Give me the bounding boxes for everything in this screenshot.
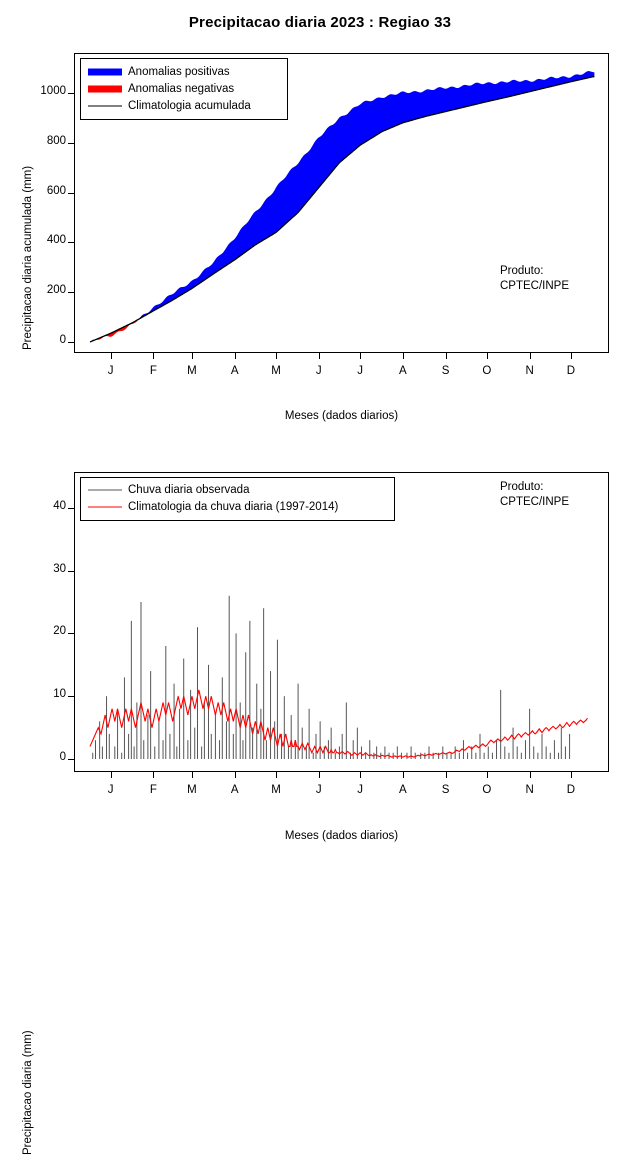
y-tick-label: 1000 (40, 84, 66, 97)
top-legend (80, 58, 288, 120)
y-tick-label: 0 (59, 334, 66, 346)
x-tick-mark (446, 353, 447, 359)
x-tick-label: D (566, 365, 576, 377)
x-tick-mark (360, 353, 361, 359)
y-tick-label: 0 (59, 751, 66, 763)
x-tick-mark (192, 353, 193, 359)
y-tick-label: 400 (46, 234, 66, 247)
legend-item-observed (81, 481, 394, 498)
x-tick-mark (487, 353, 488, 359)
bottom-produto-line2: CPTEC/INPE (500, 496, 570, 508)
x-tick-mark (153, 353, 154, 359)
legend-key-observed (88, 485, 122, 495)
legend-item-climatology (81, 97, 287, 114)
bottom-ylabel: Precipitacao diaria (mm) (22, 1030, 34, 1155)
y-tick-label: 10 (53, 688, 66, 701)
bottom-legend (80, 477, 395, 521)
legend-key-climatology (88, 101, 122, 111)
y-tick-label: 200 (46, 284, 66, 297)
top-produto-line2: CPTEC/INPE (500, 280, 570, 292)
x-tick-mark (276, 353, 277, 359)
y-tick-label: 20 (53, 625, 66, 638)
x-tick-mark (111, 353, 112, 359)
x-tick-label: M (187, 365, 197, 377)
top-produto-line1: Produto: (500, 265, 544, 277)
x-tick-label: D (566, 784, 576, 796)
x-tick-label: O (482, 365, 492, 377)
x-tick-mark (319, 353, 320, 359)
legend-item-negative (81, 80, 287, 97)
y-tick-label: 800 (46, 134, 66, 147)
bottom-xlabel: Meses (dados diarios) (284, 830, 399, 842)
top-ylabel: Precipitacao diaria acumulada (mm) (22, 165, 34, 350)
x-tick-mark (192, 772, 193, 778)
top-produto (500, 264, 569, 294)
x-tick-mark (235, 772, 236, 778)
x-tick-mark (571, 772, 572, 778)
x-tick-label: A (398, 365, 407, 377)
x-tick-mark (153, 772, 154, 778)
bottom-produto-line1: Produto: (500, 481, 544, 493)
y-tick-mark (68, 292, 74, 293)
legend-key-negative (88, 84, 122, 94)
x-tick-mark (111, 772, 112, 778)
legend-key-daily-climatology (88, 502, 122, 512)
top-xlabel: Meses (dados diarios) (284, 410, 399, 422)
legend-label-positive: Anomalias positivas (128, 65, 230, 78)
legend-label-daily-climatology: Climatologia da chuva diaria (1997-2014) (128, 500, 339, 513)
observed-daily-impulses (93, 596, 570, 759)
x-tick-label: F (149, 365, 157, 377)
x-tick-label: N (525, 365, 534, 377)
x-tick-label: S (441, 784, 450, 796)
legend-item-positive (81, 63, 287, 80)
x-tick-mark (487, 772, 488, 778)
y-tick-mark (68, 193, 74, 194)
legend-label-climatology: Climatologia acumulada (128, 99, 251, 112)
x-tick-label: M (271, 784, 281, 796)
x-tick-mark (360, 772, 361, 778)
legend-label-observed: Chuva diaria observada (128, 483, 250, 496)
x-tick-label: J (107, 784, 114, 796)
x-tick-mark (446, 772, 447, 778)
y-tick-mark (68, 143, 74, 144)
y-tick-mark (68, 342, 74, 343)
legend-label-negative: Anomalias negativas (128, 82, 235, 95)
y-tick-mark (68, 633, 74, 634)
y-tick-mark (68, 508, 74, 509)
x-tick-label: A (230, 784, 239, 796)
x-tick-label: J (357, 784, 363, 796)
x-tick-mark (530, 353, 531, 359)
x-tick-mark (276, 772, 277, 778)
x-tick-label: J (357, 365, 363, 377)
y-tick-label: 600 (46, 184, 66, 197)
y-tick-mark (68, 696, 74, 697)
x-tick-label: J (315, 365, 322, 377)
x-tick-label: S (441, 365, 450, 377)
bottom-produto (500, 480, 569, 510)
y-tick-mark (68, 759, 74, 760)
x-tick-label: O (482, 784, 492, 796)
x-tick-mark (403, 772, 404, 778)
x-tick-label: M (271, 365, 281, 377)
accumulated-precipitation-panel (0, 40, 640, 420)
legend-key-positive (88, 67, 122, 77)
x-tick-label: A (398, 784, 407, 796)
x-tick-label: J (315, 784, 322, 796)
daily-precipitation-panel (0, 455, 640, 1155)
page-title: Precipitacao diaria 2023 : Regiao 33 (188, 14, 452, 31)
x-tick-label: F (149, 784, 157, 796)
x-tick-mark (319, 772, 320, 778)
x-tick-mark (403, 353, 404, 359)
x-tick-mark (571, 353, 572, 359)
y-tick-label: 40 (53, 499, 66, 512)
x-tick-label: N (525, 784, 534, 796)
y-tick-mark (68, 242, 74, 243)
legend-item-daily-climatology (81, 498, 394, 515)
x-tick-label: J (107, 365, 114, 377)
x-tick-mark (235, 353, 236, 359)
y-tick-mark (68, 93, 74, 94)
y-tick-mark (68, 571, 74, 572)
x-tick-label: M (187, 784, 197, 796)
y-tick-label: 30 (53, 562, 66, 575)
x-tick-mark (530, 772, 531, 778)
x-tick-label: A (230, 365, 239, 377)
